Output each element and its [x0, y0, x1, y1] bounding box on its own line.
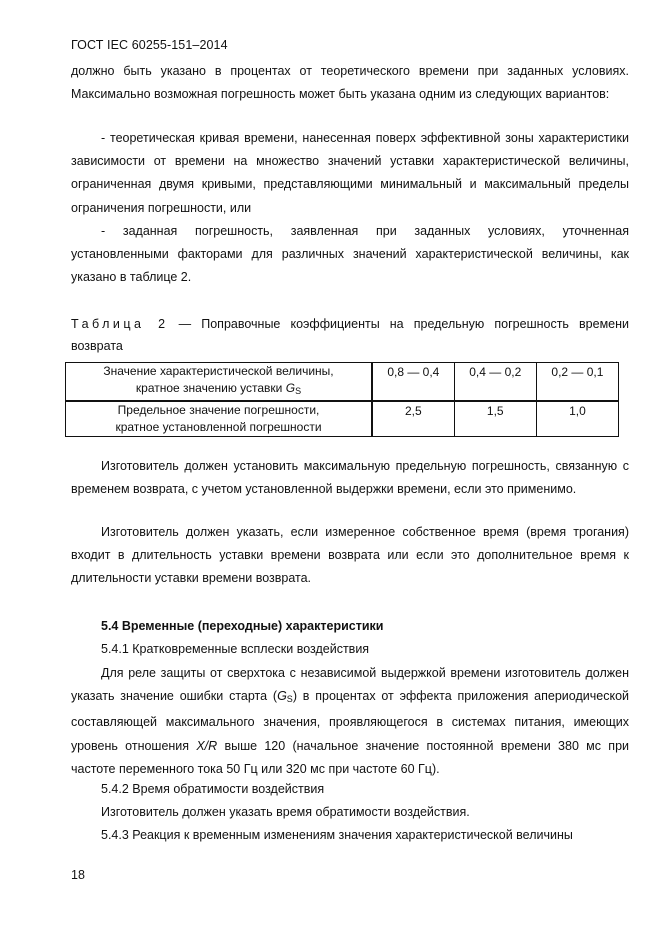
- table-cell: 0,4 — 0,2: [454, 363, 536, 402]
- page-number: 18: [71, 868, 85, 882]
- bullet-item-2: - заданная погрешность, заявленная при заданных условиях, уточненная установленными факторами для различных значений характеристической величины, как указано в таблице 2.: [71, 224, 629, 285]
- subsection-heading-5-4-2: 5.4.2 Время обратимости воздействия: [101, 782, 325, 796]
- table-row: [66, 363, 619, 402]
- table-row: [66, 401, 619, 437]
- paragraph-intro: должно быть указано в процентах от теоретического времени при заданных условиях. Максимально возможная погрешность может быть указана одним из следующих вариантов:: [71, 64, 629, 102]
- paragraph-manufacturer-2: Изготовитель должен указать, если измеренное собственное время (время трогания) входит в длительность уставки времени возврата или если это дополнительное время к длительности уставки времени возврата.: [71, 525, 629, 586]
- table-cell: 2,5: [372, 401, 454, 437]
- table-row-label: [66, 363, 373, 402]
- table-caption-label: Таблица 2: [71, 317, 169, 331]
- table-label-line: [70, 380, 367, 400]
- paragraph-text: Для реле защиты от сверхтока с независимой выдержкой времени изготовитель должен указать значение ошибки старта (: [71, 666, 629, 704]
- table-cell: 0,2 — 0,1: [536, 363, 618, 402]
- paragraph-text: выше 120 (начальное значение постоянной времени 380 мс при частоте переменного тока 50 Гц или 320 мс при частоте 60 Гц).: [71, 738, 630, 776]
- ratio-variable: X/R: [196, 738, 218, 753]
- setting-variable: G: [277, 689, 287, 704]
- setting-variable: G: [285, 381, 296, 395]
- table-caption-text: — Поправочные коэффициенты на предельную погрешность времени возврата: [71, 317, 630, 353]
- section-heading-5-4: 5.4 Временные (переходные) характеристики: [101, 619, 384, 633]
- table-cell: 0,8 — 0,4: [372, 363, 454, 402]
- paragraph-5-4-2: Изготовитель должен указать время обратимости воздействия.: [101, 805, 470, 819]
- table-cell: 1,5: [454, 401, 536, 437]
- paragraph-text: ) в процентах от эффекта приложения апериодической составляющей максимального значения, проявляющегося в системах питания, имеющих уровень отношения: [71, 689, 630, 753]
- bullet-item-1: - теоретическая кривая времени, нанесенная поверх эффективной зоны характеристики зависимости от времени на множество значений уставки характеристической величины, ограниченная двумя кривыми, представляющими минимальный и максимальный пределы ограничения погрешности, или: [71, 131, 629, 215]
- table-label-text: кратное значению уставки: [135, 381, 286, 395]
- correction-factors-table: [65, 362, 619, 437]
- paragraph-manufacturer-1: Изготовитель должен установить максимальную предельную погрешность, связанную с временем возврата, с учетом установленной выдержки времени, если это применимо.: [71, 459, 629, 497]
- subsection-heading-5-4-1: 5.4.1 Кратковременные всплески воздействия: [101, 642, 370, 656]
- paragraph-5-4-1: [71, 662, 629, 781]
- table-caption: [71, 313, 629, 357]
- subsection-heading-5-4-3: 5.4.3 Реакция к временным изменениям значения характеристической величины: [101, 828, 573, 842]
- table-label-line: Значение характеристической величины,: [103, 364, 334, 378]
- setting-subscript: S: [295, 386, 302, 396]
- table-label-line: Предельное значение погрешности,: [117, 403, 320, 417]
- document-header: ГОСТ IEC 60255-151–2014: [71, 38, 228, 52]
- table-label-line: кратное установленной погрешности: [115, 420, 322, 434]
- table-row-label: [66, 401, 373, 437]
- setting-subscript: S: [286, 694, 293, 705]
- table-cell: 1,0: [536, 401, 618, 437]
